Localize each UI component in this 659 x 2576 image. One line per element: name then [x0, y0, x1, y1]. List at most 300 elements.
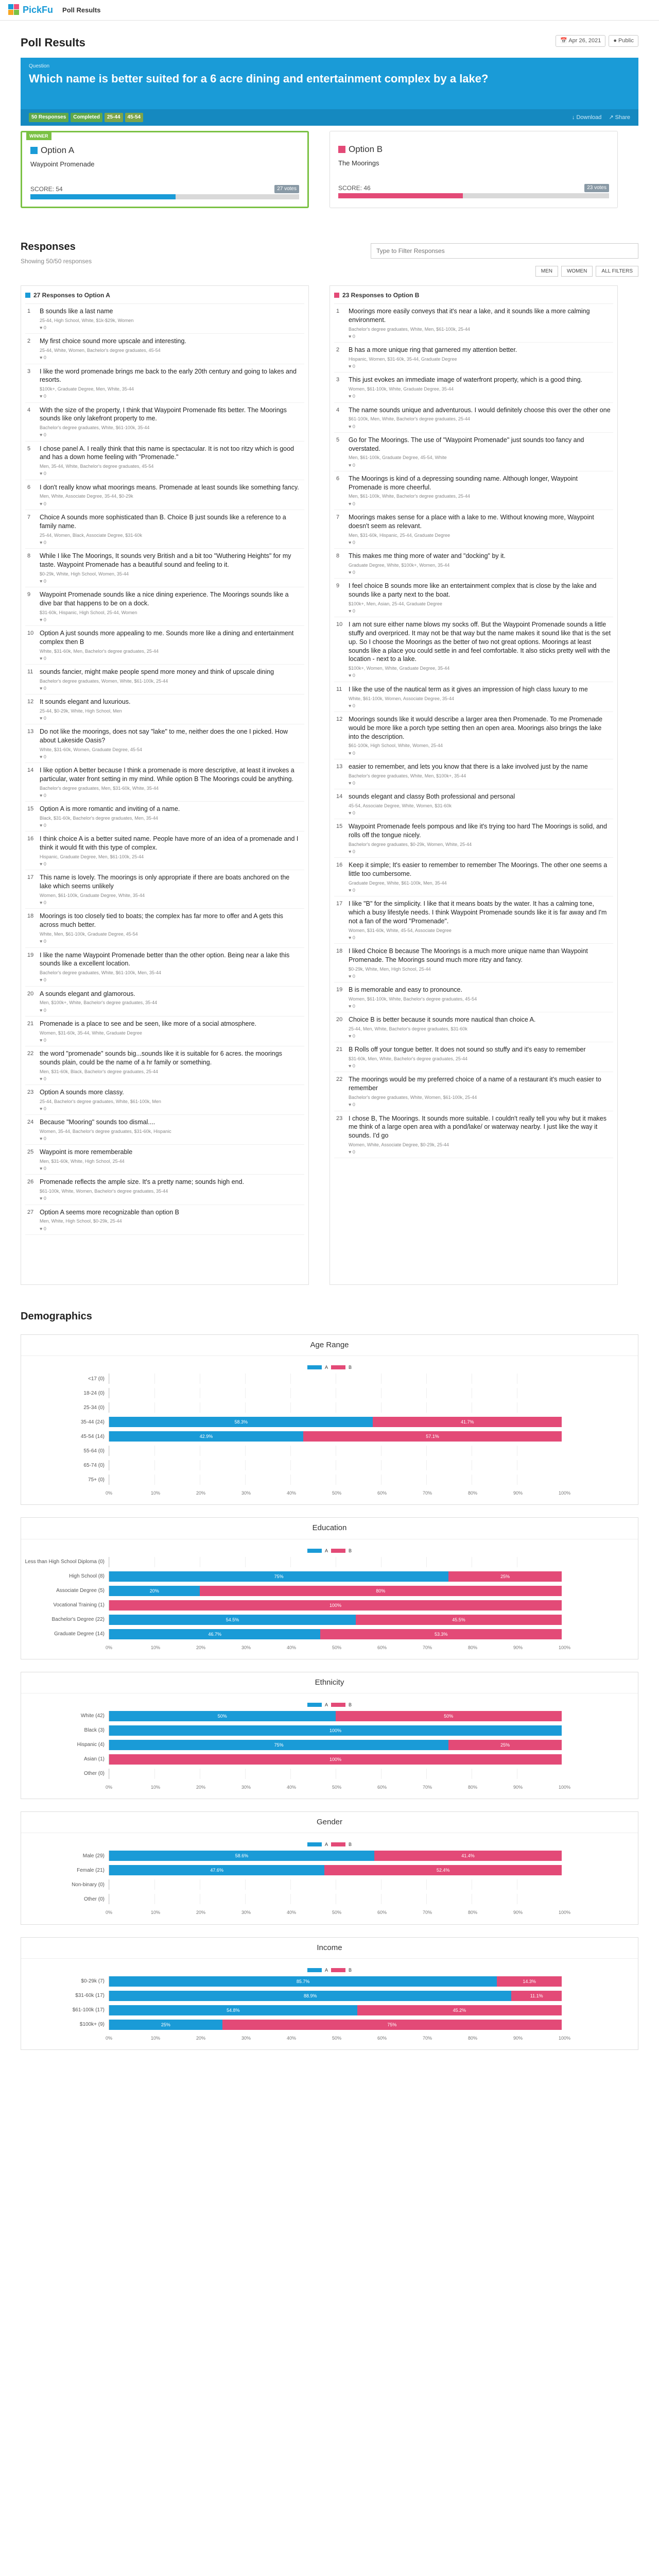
like-button[interactable]: ♥ 0 [349, 334, 355, 340]
response-demographics: 45-54, Associate Degree, White, Women, $31-60k [349, 803, 452, 808]
response-text: A sounds elegant and glamorous. [40, 990, 135, 997]
response-demographics: Women, $31-60k, White, 45-54, Associate Degree [349, 927, 452, 933]
response-number: 2 [336, 347, 340, 353]
response-body [40, 727, 302, 760]
response-number: 11 [27, 668, 33, 675]
axis-tick-label: 30% [241, 1910, 251, 1916]
response-demographics: $100k+, Graduate Degree, Men, White, 35-44 [40, 386, 134, 392]
category-label: 18-24 (0) [83, 1390, 105, 1396]
winner-badge: WINNER [26, 132, 51, 140]
like-button[interactable]: ♥ 0 [40, 793, 46, 799]
all-filters-button[interactable]: ALL FILTERS [596, 266, 638, 277]
chart-legend [21, 1539, 638, 1555]
like-button[interactable]: ♥ 0 [40, 325, 46, 331]
response-demographics: Graduate Degree, White, $61-100k, Men, 35-44 [349, 880, 447, 886]
like-button[interactable]: ♥ 0 [349, 673, 355, 679]
legend-a-label: A [324, 1365, 328, 1370]
response-number: 6 [336, 475, 340, 482]
axis-tick-label: 80% [468, 2035, 478, 2041]
axis-tick-label: 40% [287, 2035, 297, 2041]
legend-b-swatch [331, 1842, 345, 1846]
axis-tick-label: 40% [287, 1910, 297, 1916]
category-label: Asian (1) [83, 1756, 105, 1762]
category-label: Other (0) [83, 1771, 105, 1777]
response-number: 7 [336, 514, 340, 520]
like-button[interactable]: ♥ 0 [40, 1037, 46, 1043]
response-item [25, 1115, 304, 1145]
response-number: 25 [27, 1149, 34, 1156]
axis-tick-label: 70% [423, 2035, 432, 2041]
response-demographics: Men, White, Associate Degree, 35-44, $0-29k [40, 494, 133, 499]
response-number: 17 [336, 901, 343, 907]
response-item [25, 665, 304, 694]
women-filter-button[interactable]: WOMEN [561, 266, 593, 277]
like-button[interactable]: ♥ 0 [349, 1033, 355, 1039]
response-demographics: Men, $100k+, White, Bachelor's degree graduates, 35-44 [40, 1000, 158, 1006]
question-text: Which name is better suited for a 6 acre dining and entertainment complex by a lake? [29, 72, 489, 85]
bar-track [109, 1769, 562, 1779]
axis-tick-label: 60% [377, 1645, 387, 1650]
response-number: 26 [27, 1179, 34, 1185]
chart-row [21, 1569, 638, 1584]
response-body [349, 762, 588, 786]
response-number: 3 [27, 368, 31, 375]
option-b-bar [338, 193, 609, 198]
like-button[interactable]: ♥ 0 [40, 432, 46, 438]
response-item [334, 944, 613, 982]
like-button[interactable]: ♥ 0 [40, 939, 46, 944]
like-button[interactable]: ♥ 0 [40, 716, 46, 721]
axis-tick-label: 80% [468, 1785, 478, 1790]
bar-segment-a: 46.7% [109, 1629, 320, 1639]
like-button[interactable]: ♥ 0 [349, 569, 355, 575]
bar-track [109, 1571, 562, 1582]
axis-tick-label: 70% [423, 1910, 432, 1916]
response-item [334, 471, 613, 510]
response-demographics: 25-44, Bachelor's degree graduates, White, $61-100k, Men [40, 1098, 161, 1104]
bar-segment-b: 100% [109, 1754, 562, 1765]
chart-row [21, 1738, 638, 1752]
chart-row [21, 1415, 638, 1429]
bar-segment-b: 50% [336, 1711, 562, 1721]
bar-segment-b: 41.7% [373, 1417, 562, 1427]
response-body [40, 1118, 171, 1142]
bar-segment-b: 75% [222, 2020, 562, 2030]
response-text: I liked Choice B because The Moorings is a much more unique name than Waypoint Promenade. The Moorings sound much more ritzy and fancy. [349, 947, 588, 963]
responses-columns [21, 285, 638, 1285]
response-number: 4 [27, 406, 31, 413]
bar-segment-a: 58.6% [109, 1851, 374, 1861]
bar-track [109, 1374, 562, 1384]
response-number: 12 [336, 716, 343, 722]
like-button[interactable]: ♥ 0 [40, 471, 46, 477]
axis-tick-label: 50% [332, 1910, 342, 1916]
response-demographics: $0-29k, White, High School, Women, 35-44 [40, 571, 129, 577]
question-label: Question [29, 63, 50, 69]
tag-status: Completed [71, 113, 102, 122]
legend-b-swatch [331, 1968, 345, 1972]
response-item [334, 510, 613, 549]
axis-tick-label: 40% [287, 1785, 297, 1790]
axis-tick-label: 20% [196, 1785, 206, 1790]
category-label: Male (29) [82, 1853, 105, 1859]
response-demographics: $100k+, Women, White, Graduate Degree, 35-44 [349, 666, 450, 671]
like-button[interactable]: ♥ 0 [349, 780, 355, 786]
response-item [25, 510, 304, 549]
response-item [25, 587, 304, 626]
response-demographics: Bachelor's degree graduates, White, $61-100k, 35-44 [40, 425, 150, 431]
bar-track [109, 1894, 562, 1904]
like-button[interactable]: ♥ 0 [40, 823, 46, 828]
chart-row [21, 2003, 638, 2018]
axis-tick-label: 10% [151, 2035, 161, 2041]
demographic-card [21, 1937, 638, 2050]
response-demographics: 25-44, Women, Black, Associate Degree, $31-60k [40, 532, 142, 538]
response-item [334, 1072, 613, 1111]
bar-segment-a: 47.6% [109, 1865, 324, 1875]
response-number: 18 [336, 947, 343, 954]
response-item [334, 982, 613, 1012]
response-item [25, 987, 304, 1016]
demographics-charts [21, 1334, 638, 2050]
visibility-chip[interactable]: ● Public [609, 35, 638, 47]
response-item [25, 334, 304, 364]
bar-track [109, 1740, 562, 1750]
page-header [21, 21, 638, 58]
response-text: sounds fancier, might make people spend more money and think of upscale dining [40, 668, 274, 675]
response-body [40, 951, 302, 984]
response-body [349, 406, 611, 430]
axis-tick-label: 100% [559, 1910, 571, 1916]
like-button[interactable]: ♥ 0 [40, 1007, 46, 1013]
response-body [40, 552, 302, 584]
response-body [40, 337, 186, 361]
like-button[interactable]: ♥ 0 [40, 977, 46, 983]
response-demographics: $31-60k, Hispanic, High School, 25-44, Women [40, 609, 137, 615]
response-demographics: Women, $61-100k, White, Bachelor's degree graduates, 45-54 [349, 996, 477, 1002]
response-number: 17 [27, 874, 34, 881]
response-text: Waypoint is more rememberable [40, 1148, 133, 1156]
like-button[interactable]: ♥ 0 [349, 935, 355, 940]
response-item [25, 763, 304, 802]
like-button[interactable]: ♥ 0 [349, 539, 355, 545]
bar-segment-a: 50% [109, 1711, 336, 1721]
response-text: I like the name Waypoint Promenade better than the other option. Being near a lake this sounds like a excellent location. [40, 951, 290, 968]
like-button[interactable]: ♥ 0 [349, 703, 355, 708]
like-button[interactable]: ♥ 0 [40, 1136, 46, 1142]
bar-track [109, 1446, 562, 1456]
category-label: $0-29k (7) [81, 1978, 105, 1985]
response-number: 21 [336, 1046, 343, 1053]
response-demographics: Men, $61-100k, Graduate Degree, 45-54, White [349, 455, 447, 461]
option-a-swatch [30, 147, 38, 154]
like-button[interactable]: ♥ 0 [40, 578, 46, 584]
response-number: 9 [336, 582, 340, 589]
response-number: 20 [27, 990, 34, 997]
like-button[interactable]: ♥ 0 [349, 1063, 355, 1069]
options-row [21, 126, 638, 218]
axis-tick-label: 40% [287, 1490, 297, 1496]
response-item [334, 1111, 613, 1159]
response-body [349, 861, 611, 893]
like-button[interactable]: ♥ 0 [40, 1166, 46, 1172]
response-text: It sounds elegant and luxurious. [40, 698, 131, 706]
legend-a-label: A [324, 1702, 328, 1707]
response-body [40, 513, 302, 546]
response-number: 7 [27, 514, 31, 520]
response-number: 24 [27, 1119, 34, 1126]
response-body [349, 822, 611, 855]
response-text: My first choice sound more upscale and interesting. [40, 337, 186, 345]
x-axis [106, 2032, 572, 2049]
bar-segment-b: 80% [200, 1586, 562, 1596]
chart-row [21, 2018, 638, 2032]
x-axis [106, 1641, 572, 1659]
response-demographics: $61-100k, High School, White, Women, 25-44 [349, 743, 443, 749]
like-button[interactable]: ♥ 0 [40, 394, 46, 399]
axis-tick-label: 70% [423, 1645, 432, 1650]
axis-tick-label: 0% [106, 1785, 113, 1790]
axis-tick-label: 50% [332, 2035, 342, 2041]
axis-tick-label: 60% [377, 1785, 387, 1790]
response-item [25, 1205, 304, 1235]
share-button[interactable]: ↗ Share [609, 114, 630, 121]
like-button[interactable]: ♥ 0 [40, 355, 46, 361]
response-body [40, 990, 157, 1013]
demographic-title: Education [21, 1518, 638, 1539]
bar-segment-a: 100% [109, 1725, 562, 1736]
chart-row [21, 1458, 638, 1472]
like-button[interactable]: ♥ 0 [40, 1226, 46, 1231]
response-item [25, 1145, 304, 1175]
response-demographics: Bachelor's degree graduates, White, Men, $61-100k, 25-44 [349, 326, 470, 332]
like-button[interactable]: ♥ 0 [40, 1196, 46, 1201]
like-button[interactable]: ♥ 0 [349, 462, 355, 468]
response-text: Option A just sounds more appealing to me. Sounds more like a dining and entertainment complex then B [40, 629, 294, 646]
demographic-card [21, 1811, 638, 1924]
bar-track [109, 2020, 562, 2030]
response-item [25, 802, 304, 832]
like-button[interactable]: ♥ 0 [349, 849, 355, 854]
top-bar [0, 0, 659, 21]
response-text: This name is lovely. The moorings is only appropriate if there are boats anchored on the lake which seems unlikely [40, 874, 290, 890]
legend-a-swatch [307, 1968, 322, 1972]
axis-tick-label: 50% [332, 1645, 342, 1650]
response-body [349, 1015, 535, 1039]
like-button[interactable]: ♥ 0 [40, 861, 46, 867]
pickfu-logo[interactable] [8, 4, 53, 16]
response-demographics: $100k+, Men, Asian, 25-44, Graduate Degree [349, 601, 442, 606]
response-body [349, 436, 611, 468]
response-demographics: Bachelor's degree graduates, $0-29k, Women, White, 25-44 [349, 841, 472, 847]
response-item [334, 858, 613, 896]
demographic-card [21, 1517, 638, 1659]
legend-b-label: B [349, 1365, 352, 1370]
option-b-score: SCORE: 46 [338, 184, 371, 192]
like-button[interactable]: ♥ 0 [349, 1149, 355, 1155]
axis-tick-label: 60% [377, 1910, 387, 1916]
response-demographics: Black, $31-60k, Bachelor's degree graduates, Men, 35-44 [40, 816, 158, 821]
response-body [40, 1148, 132, 1172]
demographic-title: Ethnicity [21, 1672, 638, 1693]
response-demographics: Bachelor's degree graduates, Women, White, $61-100k, 25-44 [40, 678, 168, 684]
logo-text: PickFu [23, 5, 54, 15]
category-label: 25-34 (0) [83, 1404, 105, 1411]
response-number: 14 [27, 767, 34, 774]
response-body [40, 307, 133, 331]
response-item [25, 909, 304, 947]
response-item [25, 694, 304, 724]
response-body [40, 698, 131, 721]
response-demographics: 25-44, Men, White, Bachelor's degree graduates, $31-60k [349, 1026, 467, 1032]
response-body [40, 629, 302, 662]
response-body [349, 620, 611, 679]
like-button[interactable]: ♥ 0 [349, 810, 355, 816]
like-button[interactable]: ♥ 0 [349, 973, 355, 979]
axis-tick-label: 20% [196, 1490, 206, 1496]
responses-count: Showing 50/50 responses [21, 258, 92, 265]
response-item [25, 1175, 304, 1205]
bar-track [109, 1879, 562, 1890]
response-body [349, 582, 611, 614]
tag-age-2: 45-54 [125, 113, 144, 122]
response-demographics: $61-100k, Men, White, Bachelor's degree graduates, 25-44 [349, 416, 470, 422]
response-item [25, 626, 304, 665]
bar-track [109, 1991, 562, 2001]
bar-segment-a: 75% [109, 1740, 448, 1750]
response-item [25, 549, 304, 587]
like-button[interactable]: ♥ 0 [40, 754, 46, 760]
option-b-card[interactable] [330, 131, 618, 208]
response-number: 12 [27, 699, 34, 705]
response-number: 23 [336, 1115, 343, 1122]
response-body [40, 1088, 161, 1112]
men-filter-button[interactable]: MEN [535, 266, 558, 277]
response-text: the word "promenade" sounds big...sounds like it is suitable for 6 acres. the moorings sounds plain, could be the name of a hr family or something. [40, 1049, 282, 1066]
response-body [349, 376, 582, 399]
like-button[interactable]: ♥ 0 [40, 655, 46, 661]
axis-tick-label: 20% [196, 1645, 206, 1650]
like-button[interactable]: ♥ 0 [349, 1102, 355, 1108]
axis-tick-label: 10% [151, 1645, 161, 1650]
x-axis [106, 1906, 572, 1924]
like-button[interactable]: ♥ 0 [349, 501, 355, 506]
chart-row [21, 1386, 638, 1400]
response-demographics: 25-44, High School, White, $1k-$29k, Women [40, 318, 134, 324]
filter-responses-input[interactable] [371, 243, 638, 259]
tag-age-1: 25-44 [105, 113, 123, 122]
response-item [334, 759, 613, 789]
bar-track [109, 1402, 562, 1413]
like-button[interactable]: ♥ 0 [349, 608, 355, 614]
response-text: Promenade is a place to see and be seen, like more of a social atmosphere. [40, 1020, 257, 1027]
axis-tick-label: 90% [513, 2035, 523, 2041]
category-label: $100k+ (9) [79, 2022, 105, 2028]
response-text: Moorings is too closely tied to boats; the complex has far more to offer and A gets this across much better. [40, 912, 283, 929]
response-item [334, 896, 613, 944]
bar-track [109, 1586, 562, 1596]
like-button[interactable]: ♥ 0 [40, 685, 46, 691]
x-axis [106, 1781, 572, 1799]
chart-row [21, 1989, 638, 2003]
response-item [334, 712, 613, 759]
axis-tick-label: 90% [513, 1490, 523, 1496]
like-button[interactable]: ♥ 0 [349, 364, 355, 369]
like-button[interactable]: ♥ 0 [40, 501, 46, 506]
axis-tick-label: 30% [241, 1645, 251, 1650]
legend-b-label: B [349, 1702, 352, 1707]
response-item [334, 343, 613, 372]
legend-a-swatch [307, 1365, 322, 1369]
response-demographics: White, Men, $61-100k, Graduate Degree, 45-54 [40, 931, 138, 937]
response-number: 18 [27, 913, 34, 920]
response-body [40, 367, 302, 400]
bar-track [109, 1711, 562, 1721]
like-button[interactable]: ♥ 0 [349, 1004, 355, 1009]
response-text: B has a more unique ring that garnered my attention better. [349, 346, 517, 354]
like-button[interactable]: ♥ 0 [40, 1106, 46, 1111]
like-button[interactable]: ♥ 0 [40, 1076, 46, 1081]
response-text: I feel choice B sounds more like an entertainment complex that is close by the lake and sounds like a party next to the boat. [349, 582, 597, 598]
response-demographics: Hispanic, Graduate Degree, Men, $61-100k, 25-44 [40, 854, 144, 860]
bar-track [109, 1475, 562, 1485]
response-number: 19 [27, 952, 34, 958]
option-a-card[interactable] [21, 131, 309, 208]
download-button[interactable]: ↓ Download [571, 114, 602, 121]
axis-tick-label: 30% [241, 1785, 251, 1790]
axis-tick-label: 80% [468, 1490, 478, 1496]
like-button[interactable]: ♥ 0 [349, 887, 355, 893]
response-body [349, 1114, 611, 1156]
bar-segment-a: 88.9% [109, 1991, 511, 2001]
legend-a-label: A [324, 1548, 328, 1553]
response-demographics: Women, 35-44, Bachelor's degree graduates, $31-60k, Hispanic [40, 1128, 171, 1134]
like-button[interactable]: ♥ 0 [349, 750, 355, 756]
axis-tick-label: 0% [106, 1490, 113, 1496]
option-a-swatch-icon [25, 293, 30, 298]
like-button[interactable]: ♥ 0 [40, 617, 46, 622]
demographic-title: Income [21, 1938, 638, 1959]
response-item [334, 579, 613, 617]
like-button[interactable]: ♥ 0 [40, 539, 46, 545]
like-button[interactable]: ♥ 0 [40, 900, 46, 906]
axis-tick-label: 90% [513, 1645, 523, 1650]
col-a-title: 27 Responses to Option A [33, 292, 110, 299]
response-demographics: White, $61-100k, Women, Associate Degree, 35-44 [349, 696, 454, 701]
like-button[interactable]: ♥ 0 [349, 394, 355, 399]
like-button[interactable]: ♥ 0 [349, 423, 355, 429]
response-item [25, 1085, 304, 1115]
chart-row [21, 1613, 638, 1627]
response-item [334, 549, 613, 579]
question-box [21, 58, 638, 109]
response-text: B Rolls off your tongue better. It does not sound so stuffy and it's easy to remember [349, 1046, 586, 1054]
response-number: 23 [27, 1089, 34, 1095]
response-text: I think choice A is a better suited name. People have more of an idea of a promenade and I think it would fit with this type of complex. [40, 835, 299, 852]
legend-a-swatch [307, 1842, 322, 1846]
response-item [334, 1012, 613, 1042]
legend-b-label: B [349, 1967, 352, 1973]
response-body [40, 1178, 244, 1201]
option-b-swatch-icon [334, 293, 339, 298]
axis-tick-label: 0% [106, 2035, 113, 2041]
response-demographics: $31-60k, Men, White, Bachelor's degree graduates, 25-44 [349, 1056, 467, 1062]
response-number: 15 [27, 806, 34, 812]
category-label: Hispanic (4) [77, 1742, 105, 1748]
chart-legend [21, 1693, 638, 1709]
bar-track [109, 1460, 562, 1470]
response-body [349, 513, 611, 546]
